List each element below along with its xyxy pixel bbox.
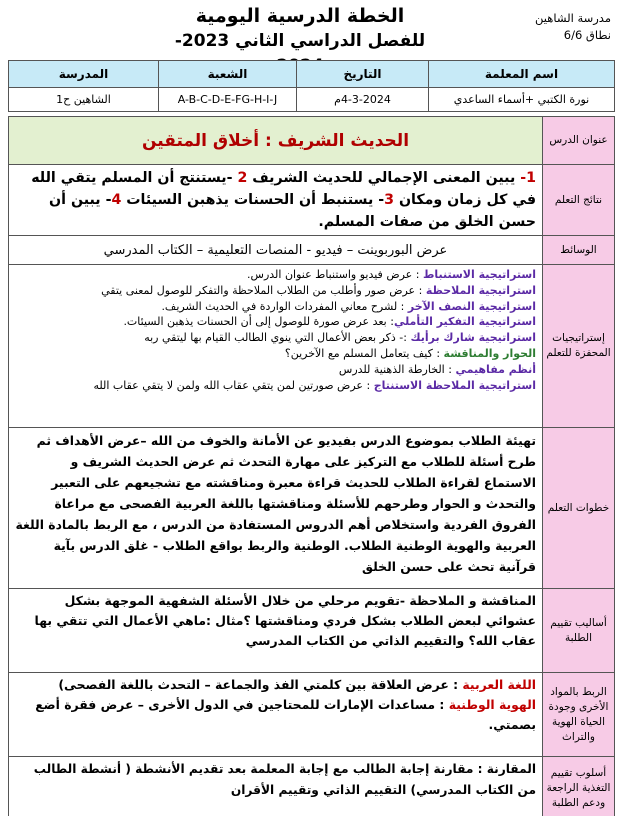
info-header-row — [9, 61, 615, 88]
info-table — [8, 60, 615, 112]
row-lesson-title — [9, 117, 615, 165]
strategy-sep: : — [432, 346, 444, 360]
strategy-sep: : — [386, 315, 394, 329]
row-assessment — [9, 589, 615, 673]
strategy-name: استراتيجية شارك برأيك — [410, 331, 536, 345]
info-date: 4-3-2024م — [297, 88, 429, 112]
info-teacher: نورة الكتبي +أسماء الساعدي — [429, 88, 615, 112]
strategy-item — [15, 314, 536, 330]
strategy-item — [15, 330, 536, 346]
label-feedback: أسلوب تقييم التغذية الراجعة ودعم الطلبة — [543, 757, 615, 816]
outcome-number-1: 1- — [520, 170, 536, 186]
outcome-text-4: - يبين أن حسن الخلق من صفات المسلم. — [49, 192, 536, 230]
linking — [9, 673, 543, 757]
strategy-name: استراتيجية الملاحظة الاستنتاج — [373, 378, 536, 392]
school-name: مدرسة الشاهين — [535, 11, 611, 25]
outcome-number-2: 2 — [237, 170, 248, 186]
label-linking: الربط بالمواد الأخرى وجودة الحياة الهوية والتراث — [543, 673, 615, 757]
strategy-sep: : — [397, 299, 408, 313]
strategy-text: الخارطة الذهنية للدرس — [338, 362, 445, 376]
lesson-title: الحديث الشريف : أخلاق المتقين — [9, 117, 543, 165]
strategy-sep: : — [415, 283, 426, 297]
link-arabic-name: اللغة العربية — [462, 677, 536, 692]
strategy-name: استراتيجية التفكير التأملي — [393, 315, 536, 329]
outcome-text-3: - يستنبط أن الحسنات يذهبن السيئات — [121, 192, 385, 208]
row-media — [9, 236, 615, 265]
strategy-text: لشرح معاني المفردات الواردة في الحديث الشريف. — [161, 299, 398, 313]
strategy-item — [15, 283, 536, 299]
strategy-sep: : — [444, 362, 456, 376]
outcome-text-2: -يستنتج أن المسلم يتقي الله في كل زمان ومكان — [31, 170, 536, 208]
row-strategies — [9, 265, 615, 428]
feedback: المقارنة : مقارنة إجابة الطالب مع إجابة المعلمة بعد تقديم الأنشطة ( أنشطة الطالب من الكتاب المدرسي) التقييم الذاتي وتقييم الأقران — [9, 757, 543, 816]
row-feedback — [9, 757, 615, 816]
page-header — [0, 4, 619, 60]
strategy-sep: :- — [395, 331, 411, 345]
link-arabic-text: : عرض العلاقة بين كلمتي الفذ والجماعة – التحدث باللغة الفصحى) — [58, 677, 463, 692]
row-linking — [9, 673, 615, 757]
strategy-name: استراتيجية النصف الآخر — [407, 299, 536, 313]
strategy-item — [15, 346, 536, 362]
strategy-name: استراتيجية الاستنباط — [422, 268, 536, 281]
label-media: الوسائط — [543, 236, 615, 265]
outcome-number-3: 3 — [384, 192, 394, 208]
strategy-text: ذكر بعض الأعمال التي ينوي الطالب القيام بها ليتقي ربه — [144, 331, 396, 345]
page-subtitle: للفصل الدراسي الثاني 2023- — [174, 31, 426, 51]
outcome-text-1: يبين المعنى الإجمالي للحديث الشريف — [247, 170, 521, 186]
row-outcomes — [9, 165, 615, 236]
strategy-item — [15, 299, 536, 315]
info-school: الشاهين ح1 — [9, 88, 159, 112]
strategy-text: كيف يتعامل المسلم مع الآخرين؟ — [284, 346, 433, 360]
info-header-section: الشعبة — [159, 61, 297, 88]
label-assessment: أساليب تقييم الطلبة — [543, 589, 615, 673]
row-steps — [9, 428, 615, 589]
school-info — [501, 10, 611, 44]
strategies — [9, 265, 543, 428]
link-arabic — [15, 675, 536, 695]
info-header-teacher: اسم المعلمة — [429, 61, 615, 88]
strategy-sep: : — [362, 378, 374, 392]
learning-steps: تهيئة الطلاب بموضوع الدرس بفيديو عن الأمانة والخوف من الله –عرض الأهداف ثم طرح أسئلة للطلاب مع التركيز على مهارة التحدث ثم عرض الحديث الشريف و الاستماع لقراءة الطلاب للحديث قراءة معبرة ومناقشته مع تشجيعهم على التعبير والتحدث و الحوار وطرحهم للأسئلة ومناقشتها باللغة العربية الفصحى مع مراعاة الفروق الفردية واستخلاص أهم الدروس المستفادة من الدرس ، مع الربط بالمادة اللغة العربية والهوية الوطنية الطلاب. الوطنية والربط بواقع الطلاب - غلق الدرس بآية قرآنية تحث على حسن الخلق — [9, 428, 543, 589]
assessment: المناقشة و الملاحظة -تقويم مرحلي من خلال الأسئلة الشفهية الموجهة بشكل عشوائي لبعض الطلاب بشكل فردي ومناقشتها ؟مثال :ماهي الأعمال التي تتقي بها عقاب الله؟ والتقييم الذاتي من الكتاب المدرسي — [9, 589, 543, 673]
strategy-item — [15, 267, 536, 283]
info-header-school: المدرسة — [9, 61, 159, 88]
label-lesson-title: عنوان الدرس — [543, 117, 615, 165]
strategy-text: عرض فيديو واستنباط عنوان الدرس. — [247, 268, 413, 281]
label-outcomes: نتائج التعلم — [543, 165, 615, 236]
media: عرض البوربوينت – فيديو - المنصات التعليمية – الكتاب المدرسي — [9, 236, 543, 265]
strategy-item — [15, 362, 536, 378]
plan-table — [8, 116, 615, 816]
strategy-sep: : — [412, 268, 423, 281]
strategy-item — [15, 378, 536, 394]
outcomes — [9, 165, 543, 236]
grade-label: نطاق 6/6 — [563, 28, 611, 42]
link-identity — [15, 695, 536, 735]
info-section: A-B-C-D-E-FG-H-I-J — [159, 88, 297, 112]
link-identity-text: : مساعدات الإمارات للمحتاجين في الدول الأخرى – عرض فقرة أضع بصمتي. — [35, 697, 536, 732]
info-header-date: التاريخ — [297, 61, 429, 88]
label-strategies: إستراتيجيات المحفزة للتعلم — [543, 265, 615, 428]
label-steps: خطوات التعلم — [543, 428, 615, 589]
strategy-text: عرض صور وأطلب من الطلاب الملاحظة والتفكر للوصول لمعنى يتقي — [101, 283, 416, 297]
outcome-number-4: 4 — [111, 192, 122, 208]
strategy-text: بعد عرض صورة للوصول إلى أن الحسنات يذهبن السيئات. — [123, 315, 387, 329]
strategy-name: أنظم مفاهيمي — [455, 362, 536, 376]
info-value-row — [9, 88, 615, 112]
strategy-name: استراتيجية الملاحظة — [425, 283, 536, 297]
page-title: الخطة الدرسية اليومية — [195, 5, 405, 27]
strategy-name: الحوار والمناقشة — [443, 346, 536, 360]
link-identity-name: الهوية الوطنية — [448, 697, 536, 712]
strategy-text: عرض صورتين لمن يتقي عقاب الله ولمن لا يتقي عقاب الله — [93, 378, 363, 392]
